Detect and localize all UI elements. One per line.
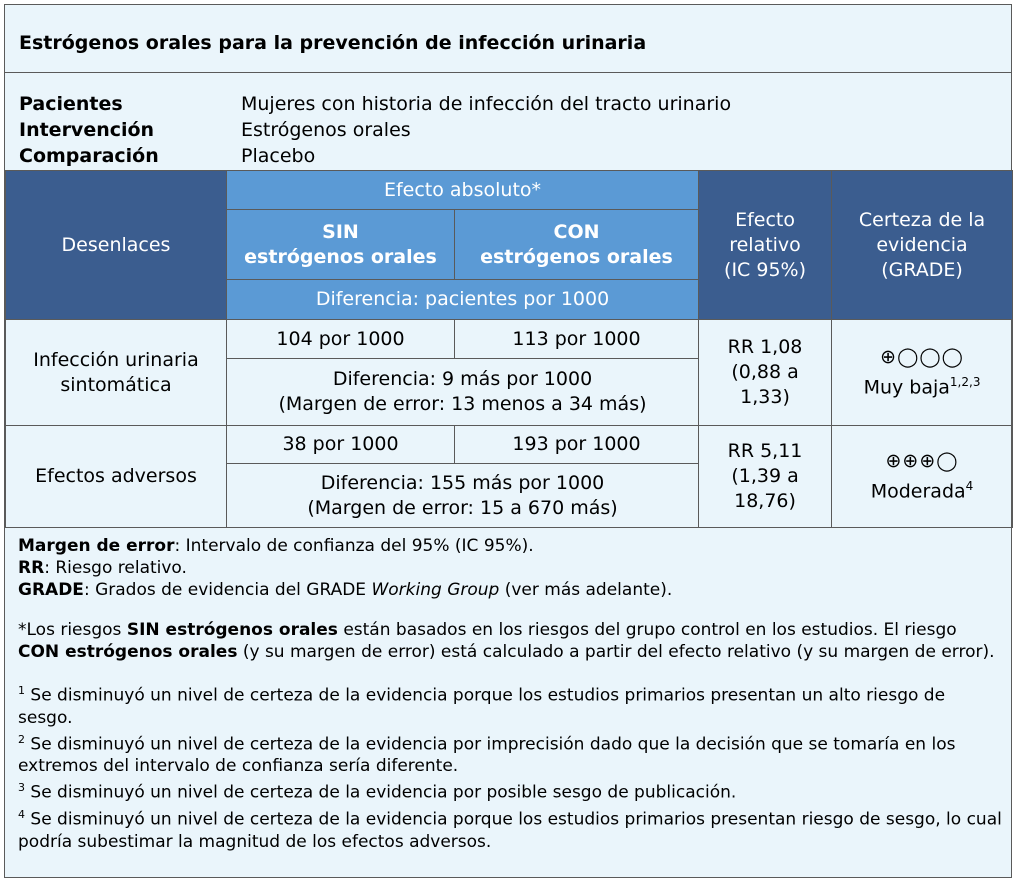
grade-refs: 1,2,3 (949, 374, 981, 389)
footnote (18, 680, 1003, 729)
difference-cell (227, 464, 699, 528)
glossary-item (18, 535, 1003, 557)
grade-label-wrap (832, 370, 1012, 400)
glossary-term: GRADE (18, 580, 84, 600)
header-with (455, 210, 699, 280)
table-title: Estrógenos orales para la prevención de infección urinaria (5, 5, 1011, 73)
relative-effect-cell (699, 426, 832, 528)
pico-label: Intervención (19, 119, 155, 141)
footnote (18, 804, 1003, 853)
footnote (18, 729, 1003, 778)
footnote (18, 777, 1003, 804)
grade-label: Moderada (870, 480, 966, 503)
rr-line: 18,76) (734, 490, 796, 512)
risk-note (18, 619, 1003, 663)
risk-note-bold: CON estrógenos orales (18, 642, 238, 662)
risk-note-text: (y su margen de error) está calculado a partir del efecto relativo (y su margen de error). (237, 642, 995, 662)
outcome-line: Efectos adversos (35, 465, 197, 487)
footnote-number: 1 (18, 684, 25, 697)
rr-line: RR 5,11 (727, 440, 803, 462)
risk-without: 104 por 1000 (227, 320, 455, 359)
difference-line: Diferencia: 155 más por 1000 (320, 471, 605, 494)
footnote-text: Se disminuyó un nivel de certeza de la evidencia porque los estudios primarios presentan riesgo de sesgo, lo cual podría subestimar la magnitud de los efectos adversos. (18, 809, 1002, 852)
footnote-text: Se disminuyó un nivel de certeza de la evidencia por posible sesgo de publicación. (25, 782, 737, 803)
risk-note-text: *Los riesgos (18, 620, 127, 640)
summary-of-findings-card (4, 4, 1012, 878)
grade-refs: 4 (965, 478, 974, 493)
grade-symbols-icon: ⊕⊕⊕◯ (885, 449, 959, 472)
notes-section (18, 535, 1003, 853)
glossary-text: : Riesgo relativo. (44, 558, 187, 578)
pico-label: Comparación (19, 145, 159, 167)
header-with-line: CON (553, 220, 600, 243)
certainty-cell (832, 320, 1013, 426)
footnote-text: Se disminuyó un nivel de certeza de la evidencia porque los estudios primarios presentan un alto riesgo de sesgo. (18, 685, 946, 728)
outcome-cell (6, 320, 227, 426)
rr-line: RR 1,08 (727, 336, 803, 358)
header-outcomes: Desenlaces (6, 171, 227, 320)
grade-label-wrap (832, 474, 1012, 504)
header-with-line: estrógenos orales (480, 245, 673, 268)
header-without-line: SIN (322, 220, 359, 243)
footnote-number: 3 (18, 781, 25, 795)
glossary-text: : Grados de evidencia del GRADE (83, 580, 372, 600)
footnote-text: Se disminuyó un nivel de certeza de la evidencia por imprecisión dado que la decisión que se tomaría en los extremos del intervalo de confianza sería diferente. (18, 734, 956, 777)
header-without (227, 210, 455, 280)
difference-line: (Margen de error: 15 a 670 más) (307, 496, 618, 519)
rr-line: (0,88 a (731, 361, 799, 383)
risk-with: 193 por 1000 (455, 426, 699, 464)
risk-note-text: están basados en los riesgos del grupo control en los estudios. El riesgo (337, 620, 957, 640)
header-certainty-line: evidencia (876, 233, 968, 256)
risk-without: 38 por 1000 (227, 426, 455, 464)
rr-line: (1,39 a (731, 465, 799, 487)
rr-line: 1,33) (740, 386, 790, 408)
header-relative-line: Efecto (735, 208, 795, 231)
header-certainty (832, 171, 1013, 320)
footnote-number: 4 (18, 807, 25, 821)
pico-value: Estrógenos orales (241, 119, 411, 141)
glossary-item (18, 579, 1003, 601)
header-without-line: estrógenos orales (244, 245, 437, 268)
header-certainty-line: Certeza de la (858, 208, 986, 231)
header-relative-line: (IC 95%) (724, 258, 806, 281)
findings-table (5, 170, 1013, 528)
pico-value: Placebo (241, 145, 316, 167)
pico-value: Mujeres con historia de infección del tracto urinario (241, 93, 732, 115)
glossary-italic: Working Group (371, 580, 500, 600)
glossary-text: : Intervalo de confianza del 95% (IC 95%). (174, 536, 534, 556)
outcome-line: Infección urinaria (33, 348, 199, 371)
glossary-item (18, 557, 1003, 579)
outcome-cell (6, 426, 227, 528)
pico-label: Pacientes (19, 93, 123, 115)
header-absolute-effect: Efecto absoluto* (227, 171, 699, 210)
risk-note-bold: SIN estrógenos orales (126, 620, 338, 640)
header-relative-effect (699, 171, 832, 320)
glossary-term: Margen de error (18, 536, 175, 556)
table-row (6, 320, 1013, 359)
risk-with: 113 por 1000 (455, 320, 699, 359)
pico-section (5, 73, 1011, 171)
grade-label: Muy baja (863, 376, 950, 399)
header-certainty-line: (GRADE) (881, 258, 963, 281)
header-difference: Diferencia: pacientes por 1000 (227, 280, 699, 320)
difference-line: Diferencia: 9 más por 1000 (332, 368, 593, 390)
glossary-tail: (ver más adelante). (499, 580, 673, 600)
relative-effect-cell (699, 320, 832, 426)
difference-cell (227, 359, 699, 426)
header-relative-line: relativo (729, 233, 801, 256)
table-row (6, 426, 1013, 464)
certainty-cell (832, 426, 1013, 528)
grade-symbols-icon: ⊕◯◯◯ (880, 345, 964, 368)
glossary-term: RR (18, 558, 45, 578)
difference-line: (Margen de error: 13 menos a 34 más) (278, 393, 647, 415)
footnote-number: 2 (18, 732, 25, 746)
outcome-line: sintomática (60, 373, 172, 396)
